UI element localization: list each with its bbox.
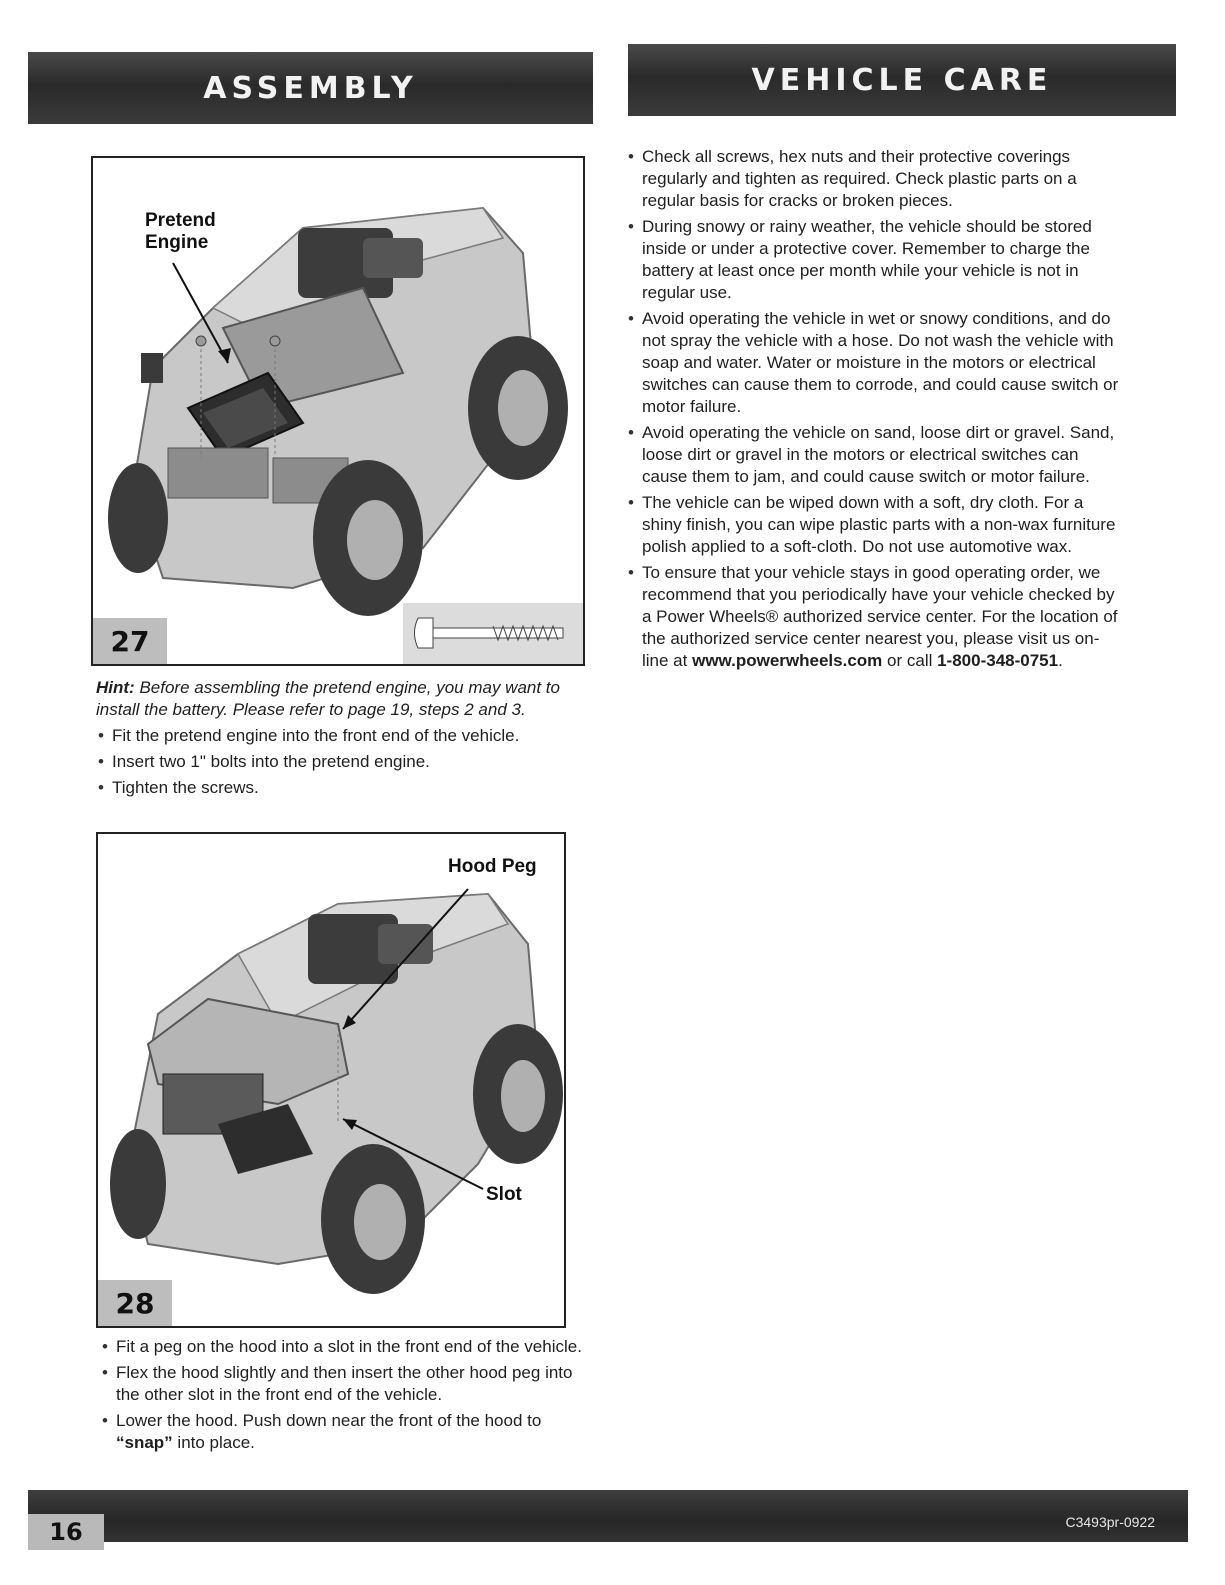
list-item: • Insert two 1" bolts into the pretend engine. bbox=[96, 751, 576, 773]
sentence-end: . bbox=[1058, 651, 1063, 670]
vehicle-care-list bbox=[626, 146, 1121, 672]
service-center-text: To ensure that your vehicle stays in good operating order, we recommend that you periodically have your vehicle checked by a Power Wheels® authorized service center. For the location of the authorized service center nearest you, please visit us on-line at bbox=[642, 563, 1118, 670]
figure-28 bbox=[96, 832, 566, 1328]
footer-bar bbox=[28, 1490, 1188, 1542]
pretend-engine-label: Pretend Engine bbox=[145, 210, 216, 253]
step-28-badge: 28 bbox=[98, 1280, 172, 1326]
phone-number: 1-800-348-0751 bbox=[937, 651, 1059, 670]
vehicle-care-title: VEHICLE CARE bbox=[751, 62, 1053, 98]
vehicle-care-text bbox=[626, 146, 1121, 676]
list-item: • Tighten the screws. bbox=[96, 777, 576, 799]
hint-text: Before assembling the pretend engine, you may want to install the battery. Please refer to page 19, steps 2 and 3. bbox=[96, 678, 560, 719]
assembly-28-steps bbox=[100, 1336, 600, 1454]
snap-word: “snap” bbox=[116, 1433, 173, 1452]
assembly-28-text bbox=[100, 1336, 600, 1458]
list-item: • Fit the pretend engine into the front end of the vehicle. bbox=[96, 725, 576, 747]
list-item: • Fit a peg on the hood into a slot in the front end of the vehicle. bbox=[100, 1336, 600, 1358]
assembly-title: ASSEMBLY bbox=[203, 70, 418, 106]
or-call-text: or call bbox=[882, 651, 938, 670]
vehicle-illustration-hood bbox=[98, 834, 564, 1326]
assembly-27-steps bbox=[96, 725, 576, 799]
hint-paragraph bbox=[96, 677, 576, 721]
hint-label: Hint: bbox=[96, 678, 135, 697]
hood-peg-label: Hood Peg bbox=[448, 856, 537, 877]
list-item: • Check all screws, hex nuts and their protective coverings regularly and tighten as required. Check plastic parts on a regular basis for cracks or broken pieces. bbox=[626, 146, 1121, 212]
list-item bbox=[626, 562, 1121, 672]
list-item: • Flex the hood slightly and then insert the other hood peg into the other slot in the front end of the vehicle. bbox=[100, 1362, 600, 1406]
list-item: • Avoid operating the vehicle on sand, loose dirt or gravel. Sand, loose dirt or gravel in the motors or electrical switches can cause them to jam, and could cause switch or motor failure. bbox=[626, 422, 1121, 488]
step-27-badge: 27 bbox=[93, 618, 167, 664]
page-number: 16 bbox=[28, 1514, 104, 1550]
document-code: C3493pr-0922 bbox=[1065, 1514, 1155, 1530]
vehicle-care-header-bar bbox=[628, 44, 1176, 116]
assembly-header-bar bbox=[28, 52, 593, 124]
figure-27 bbox=[91, 156, 585, 666]
assembly-27-text bbox=[96, 677, 576, 803]
lower-hood-text: Lower the hood. Push down near the front of the hood to bbox=[116, 1411, 542, 1430]
list-item bbox=[100, 1410, 600, 1454]
list-item: • Avoid operating the vehicle in wet or snowy conditions, and do not spray the vehicle with a hose. Do not wash the vehicle with soap and water. Water or moisture in the motors or electrical switches can cause them to corrode, and could cause switch or motor failure. bbox=[626, 308, 1121, 418]
slot-label: Slot bbox=[486, 1184, 522, 1205]
snap-rest: into place. bbox=[172, 1433, 255, 1452]
list-item: • During snowy or rainy weather, the vehicle should be stored inside or under a protective cover. Remember to charge the battery at least once per month while your vehicle is not in regular use. bbox=[626, 216, 1121, 304]
list-item: • The vehicle can be wiped down with a soft, dry cloth. For a shiny finish, you can wipe plastic parts with a non-wax furniture polish applied to a soft-cloth. Do not use automotive wax. bbox=[626, 492, 1121, 558]
website-link[interactable]: www.powerwheels.com bbox=[692, 651, 883, 670]
